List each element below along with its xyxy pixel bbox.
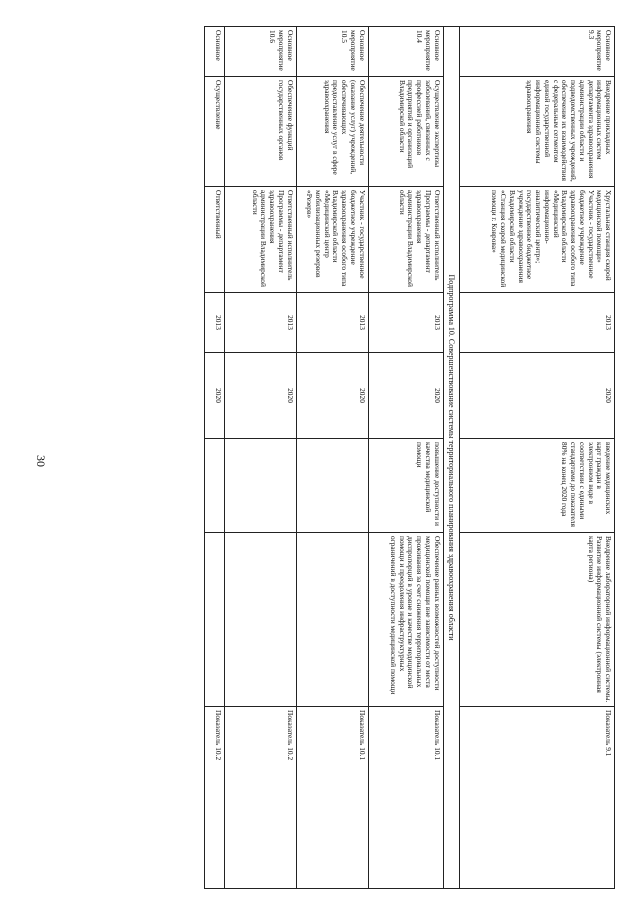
measure-name: Обеспечение деятельности (оказание услуг) учреждений, обеспечивающих предоставление услуг в сфере здравоохранения xyxy=(296,77,368,187)
end-year: 2020 xyxy=(368,353,443,439)
start-year: 2013 xyxy=(224,293,296,353)
consequence: Обеспечение равных возможностей доступности медицинской помощи вне зависимости от места проживания за счет снижения территориальных диспропорций в уровне и качестве медицинской помощи и преодоления инфраструктурных ограничений в доступности медицинской помощи xyxy=(368,533,443,707)
table-row xyxy=(368,27,443,889)
start-year: 2013 xyxy=(368,293,443,353)
end-year: 2020 xyxy=(460,353,615,439)
measure-id: Основное xyxy=(204,27,224,77)
measure-id: Основное мероприятие 9.3 xyxy=(460,27,615,77)
page-number: 30 xyxy=(34,455,48,467)
executor: Участник - государственное бюджетное учреждение здравоохранения особого типа Владимирской области «Медицинский центр мобилизационных резервов «Резерв» xyxy=(296,187,368,293)
start-year: 2013 xyxy=(460,293,615,353)
table-row xyxy=(204,27,224,889)
executor: Ответственный xyxy=(204,187,224,293)
measure-id: Основное мероприятие 10.5 xyxy=(296,27,368,77)
table-row xyxy=(224,27,296,889)
table-row xyxy=(460,27,615,889)
executor: Ответственный исполнитель Программы - департамент здравоохранения администрации Владимирской области xyxy=(368,187,443,293)
end-year: 2020 xyxy=(296,353,368,439)
indicator: Показатель 10.1 xyxy=(296,707,368,889)
measure-name: Обеспечение функций государственных органов xyxy=(224,77,296,187)
start-year: 2013 xyxy=(204,293,224,353)
expected-result xyxy=(204,439,224,533)
measure-name: Осуществление экспертизы заболеваний, связанных с профессией работников предприятий и организаций Владимирской области xyxy=(368,77,443,187)
section-title: Подпрограмма 10. Совершенствование системы территориального планирования здравоохранения области xyxy=(443,27,459,889)
indicator: Показатель 10.2 xyxy=(204,707,224,889)
start-year: 2013 xyxy=(296,293,368,353)
measure-id: Основное мероприятие 10.4 xyxy=(368,27,443,77)
measure-name: Внедрение прикладных информационных систем департамента здравоохранения администрации области и подведомственных учреждений, обеспечение их взаимодействия с федеральным сегментом единой государственной информационной системы здравоохранения xyxy=(460,77,615,187)
expected-result xyxy=(224,439,296,533)
consequence: Внедрение лабораторной информационной системы. Развитие информационной системы (электронная карта региона) xyxy=(460,533,615,707)
executor: Ответственный исполнитель Программы - департамент здравоохранения администрации Владимирской области xyxy=(224,187,296,293)
measure-name: Осуществление xyxy=(204,77,224,187)
expected-result: повышение доступности и качества медицинской помощи xyxy=(368,439,443,533)
table-row xyxy=(443,27,459,889)
expected-result: введение медицинских карт граждан в электронном виде в соответствии с едиными стандартами до показателя 80% на конец 2020 года xyxy=(460,439,615,533)
consequence xyxy=(224,533,296,707)
consequence xyxy=(296,533,368,707)
program-table xyxy=(204,26,615,889)
consequence xyxy=(204,533,224,707)
end-year: 2020 xyxy=(224,353,296,439)
table-row xyxy=(296,27,368,889)
indicator: Показатель 9.1 xyxy=(460,707,615,889)
end-year: 2020 xyxy=(204,353,224,439)
expected-result xyxy=(296,439,368,533)
indicator: Показатель 10.1 xyxy=(368,707,443,889)
indicator: Показатель 10.2 xyxy=(224,707,296,889)
measure-id: Основное мероприятие 10.6 xyxy=(224,27,296,77)
executor: Хрустальная станция скорой медицинской помощи» Участник - государственное бюджетное учреждение здравоохранения особого типа Владимирской области «Медицинский информационно-аналитический центр»; государственное бюджетное учреждение здравоохранения Владимирской области «Станция скорой медицинской помощи г. Коврова» xyxy=(460,187,615,293)
